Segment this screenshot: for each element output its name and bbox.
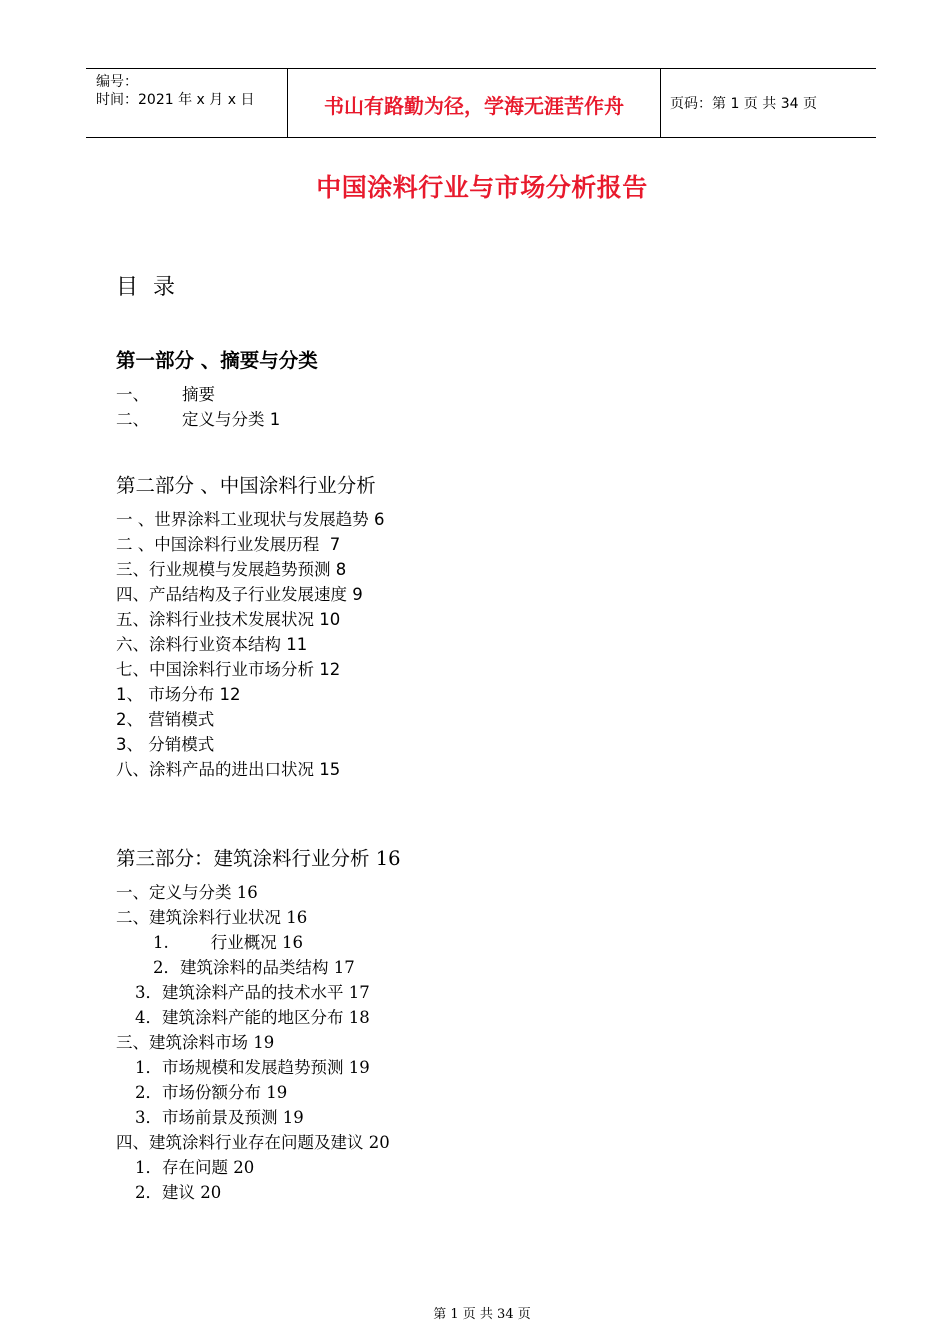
part2-item: 2、 营销模式 (116, 710, 215, 729)
document-title: 中国涂料行业与市场分析报告 (316, 173, 648, 202)
part3-item: 1. 行业概况 16 (153, 933, 303, 952)
part3-item: 3．建筑涂料产品的技术水平 17 (135, 983, 370, 1002)
part3-item: 一、定义与分类 16 (116, 883, 258, 902)
part2-item: 四、产品结构及子行业发展速度 9 (116, 585, 363, 604)
header-page-cell (661, 69, 876, 137)
part3-item: 2．建筑涂料的品类结构 17 (153, 958, 355, 977)
header-motto-cell (288, 69, 661, 137)
part1-item-1-num: 一、 (116, 385, 149, 404)
document-number: 编号： (96, 74, 138, 90)
header-info-cell (86, 69, 288, 137)
part2-item: 三、行业规模与发展趋势预测 8 (116, 560, 347, 579)
document-date: 时间：2021 年 x 月 x 日 (96, 92, 255, 108)
part3-item: 四、建筑涂料行业存在问题及建议 20 (116, 1133, 390, 1152)
part3-item: 3．市场前景及预测 19 (135, 1108, 304, 1127)
part3-title: 第三部分：建筑涂料行业分析 16 (116, 847, 401, 870)
part3-item: 二、建筑涂料行业状况 16 (116, 908, 308, 927)
part3-item: 1．存在问题 20 (135, 1158, 255, 1177)
part2-item: 3、 分销模式 (116, 735, 215, 754)
part1-item-1-text: 摘要 (182, 385, 215, 404)
page-header (86, 68, 876, 138)
part3-item: 2．市场份额分布 19 (135, 1083, 288, 1102)
part3-item: 2．建议 20 (135, 1183, 222, 1202)
part2-item: 五、涂料行业技术发展状况 10 (116, 610, 341, 629)
part2-item: 二 、中国涂料行业发展历程 7 (116, 535, 341, 554)
part2-item: 1、 市场分布 12 (116, 685, 241, 704)
header-page-number: 页码：第 1 页 共 34 页 (670, 96, 817, 112)
part2-title: 第二部分 、中国涂料行业分析 (116, 474, 376, 497)
part1-item-2-text: 定义与分类 1 (182, 410, 281, 429)
part3-item: 三、建筑涂料市场 19 (116, 1033, 275, 1052)
part2-item: 七、中国涂料行业市场分析 12 (116, 660, 341, 679)
header-motto: 书山有路勤为径，学海无涯苦作舟 (324, 94, 624, 118)
part2-item: 一 、世界涂料工业现状与发展趋势 6 (116, 510, 385, 529)
part1-item-2-num: 二、 (116, 410, 149, 429)
part3-item: 4．建筑涂料产能的地区分布 18 (135, 1008, 370, 1027)
page-footer: 第 1 页 共 34 页 (433, 1307, 531, 1322)
part2-item: 八、涂料产品的进出口状况 15 (116, 760, 341, 779)
toc-heading: 目 录 (116, 275, 179, 300)
part1-title: 第一部分 、摘要与分类 (116, 349, 318, 372)
part3-item: 1．市场规模和发展趋势预测 19 (135, 1058, 370, 1077)
part2-item: 六、涂料行业资本结构 11 (116, 635, 308, 654)
